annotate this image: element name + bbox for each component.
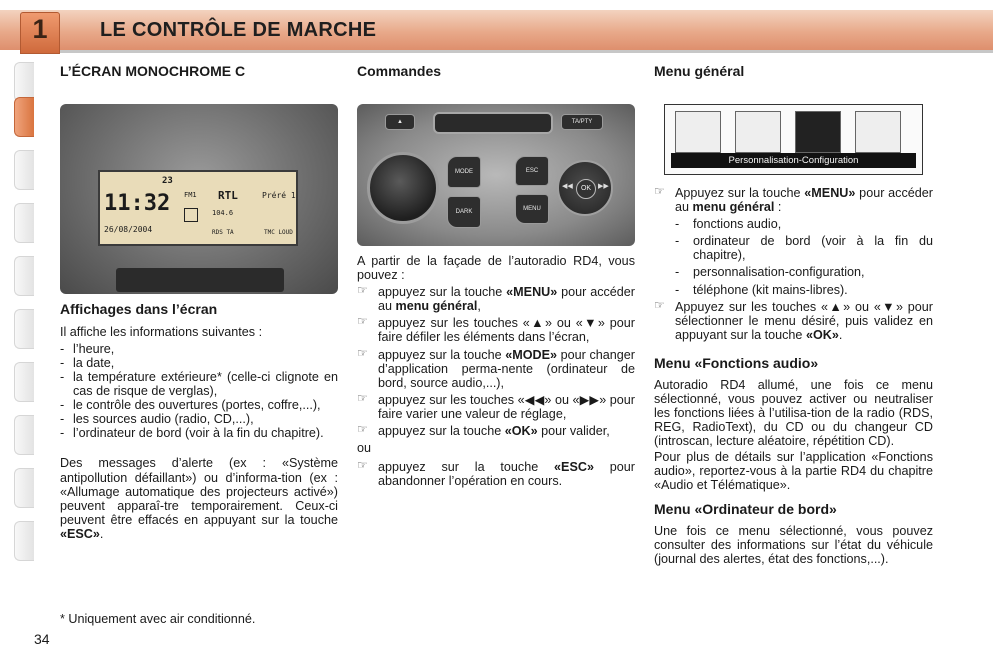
phone-icon xyxy=(855,111,901,153)
list-item: - la température extérieure* (celle-ci clignote en cas de risque de verglas), xyxy=(60,370,338,398)
page-title: LE CONTRÔLE DE MARCHE xyxy=(100,19,377,41)
prev-icon: ◀◀ xyxy=(562,183,573,190)
column-screen-text xyxy=(60,302,338,541)
item-text: appuyez sur les touches «◀◀» ou «▶▶» pour faire varier une valeur de réglage, xyxy=(378,392,635,421)
list-item: - téléphone (kit mains-libres). xyxy=(675,283,933,297)
alert-text: Des messages d’alerte (ex : «Système antipollution défaillant») ou d’informa-tion (ex : «Allumage automatique des projecteurs activé») peuvent apparaî-tre temporairement. Ceux-ci peuvent être effacés en appuyant sur la touche xyxy=(60,456,338,527)
menu-sublist xyxy=(654,217,933,296)
computer-icon xyxy=(735,111,781,153)
audio-icon xyxy=(675,111,721,153)
volume-knob xyxy=(367,152,439,224)
page-number: 34 xyxy=(34,631,50,647)
item-text: appuyez sur la touche xyxy=(378,424,505,439)
list-item xyxy=(654,186,933,214)
item-text: appuyez sur la touche xyxy=(378,347,506,362)
subtitle-obc: Menu «Ordinateur de bord» xyxy=(654,501,837,518)
lcd-frequency: 104.6 xyxy=(212,209,234,217)
list-item: - les sources audio (radio, CD,...), xyxy=(60,412,338,426)
item-text: , xyxy=(477,299,481,314)
list-item: - fonctions audio, xyxy=(675,217,933,231)
lcd-temperature: 23 xyxy=(162,176,173,186)
controls-intro: A partir de la façade de l’autoradio RD4, vous pouvez : xyxy=(357,254,635,283)
item-text: . xyxy=(838,327,843,342)
list-item xyxy=(357,285,635,313)
item-key: «OK» xyxy=(805,327,839,342)
lcd-date: 26/08/2004 xyxy=(104,225,153,234)
menu-screen-photo xyxy=(664,104,923,175)
menu-list xyxy=(654,186,933,214)
menu-bar: Personnalisation-Configuration xyxy=(671,153,916,168)
or-text: ou xyxy=(357,441,372,456)
side-tab[interactable] xyxy=(14,256,34,296)
door-icon xyxy=(184,208,198,222)
column-menu-text xyxy=(654,186,933,566)
settings-icon xyxy=(795,111,841,153)
menu-list-2 xyxy=(654,300,933,342)
lcd-tmc: TMC LOUD xyxy=(264,229,293,236)
item-key: menu général xyxy=(395,299,478,314)
item-key: «ESC» xyxy=(554,460,594,475)
list-item: - l’ordinateur de bord (voir à la fin du chapitre). xyxy=(60,426,338,440)
displays-list xyxy=(60,342,338,441)
side-tab[interactable] xyxy=(14,150,34,190)
lcd-band: FM1 xyxy=(184,191,197,199)
radio-front-photo xyxy=(357,104,635,246)
lcd-preset: Préré 1 xyxy=(262,191,296,200)
side-tab[interactable] xyxy=(14,415,34,455)
side-tab[interactable] xyxy=(14,468,34,508)
alert-paragraph xyxy=(60,456,338,541)
column-controls xyxy=(357,64,635,86)
ok-pad xyxy=(557,160,613,216)
list-item xyxy=(357,316,635,344)
item-text: Appuyez sur les touches «▲» ou «▼» pour sélectionner le menu désiré, puis validez en appuyant sur la touche xyxy=(675,299,933,342)
item-key: «OK» xyxy=(504,424,538,439)
controls-list-last xyxy=(357,460,635,488)
chapter-number: 1 xyxy=(32,14,48,44)
item-key: menu général xyxy=(692,200,775,215)
list-item: - la date, xyxy=(60,356,338,370)
item-text: appuyez sur les touches «▲» ou «▼» pour faire défiler les éléments dans l’écran, xyxy=(378,316,635,345)
audio-paragraph-2: Pour plus de détails sur l’application «Fonctions audio», reportez-vous à la partie RD4 du chapitre «Audio et Télématique». xyxy=(654,450,933,493)
item-text: appuyez sur la touche xyxy=(378,460,555,475)
item-key: «MODE» xyxy=(505,347,558,362)
side-tab-active[interactable] xyxy=(14,97,34,137)
item-text: pour abandonner l’opération en cours. xyxy=(378,460,635,489)
eject-button: ▲ xyxy=(385,114,415,130)
list-item: - l’heure, xyxy=(60,342,338,356)
side-tab[interactable] xyxy=(14,521,34,561)
list-item: - le contrôle des ouvertures (portes, coffre,...), xyxy=(60,398,338,412)
list-item: - ordinateur de bord (voir à la fin du chapitre), xyxy=(675,234,933,262)
list-item xyxy=(357,348,635,390)
side-tab[interactable] xyxy=(14,309,34,349)
side-tab[interactable] xyxy=(14,62,34,102)
header-divider xyxy=(56,50,993,53)
subtitle-audio: Menu «Fonctions audio» xyxy=(654,354,819,371)
menu-button: MENU xyxy=(515,194,549,224)
alert-end: . xyxy=(99,526,104,541)
item-text: pour accéder au xyxy=(675,186,933,215)
item-text: pour changer d’application perma-nente (ordinateur de bord, source audio,...), xyxy=(378,347,636,390)
side-tab[interactable] xyxy=(14,203,34,243)
column-screen xyxy=(60,64,338,86)
side-tab[interactable] xyxy=(14,362,34,402)
lcd-screen xyxy=(98,170,298,246)
lcd-vents xyxy=(116,268,284,292)
lcd-display-photo xyxy=(60,104,338,294)
column-menu xyxy=(654,64,933,86)
obc-paragraph: Une fois ce menu sélectionné, vous pouvez consulter des informations sur l’état du véhicule (journal des alertes, état des fonctions,...). xyxy=(654,524,933,567)
side-index-tabs xyxy=(0,62,36,592)
item-text: : xyxy=(774,200,782,215)
list-item xyxy=(357,424,635,438)
cd-slot xyxy=(433,112,553,134)
list-item xyxy=(357,393,635,421)
lcd-rds: RDS TA xyxy=(212,229,234,236)
footnote xyxy=(60,612,338,626)
subtitle-displays: Affichages dans l’écran xyxy=(60,301,218,317)
section-title-controls: Commandes xyxy=(357,63,442,79)
list-item xyxy=(654,300,933,342)
mode-button: MODE xyxy=(447,156,481,188)
section-title-menu: Menu général xyxy=(654,63,745,79)
item-key: «MENU» xyxy=(506,285,558,300)
item-text: pour valider, xyxy=(537,424,610,439)
footnote-text: * Uniquement avec air conditionné. xyxy=(60,612,256,626)
section-title-screen: L’ÉCRAN MONOCHROME C xyxy=(60,63,246,79)
audio-paragraph-1: Autoradio RD4 allumé, une fois ce menu sélectionné, vous pouvez activer ou neutraliser les fonctions liées à l’utilisa-tion de la radio (RDS, REG, RadioText), du CD ou du changeur CD (introscan, lecture aléatoire, répétition CD). xyxy=(654,377,933,448)
menu-icons xyxy=(675,111,915,153)
ok-button: OK xyxy=(576,179,596,199)
item-text: Appuyez sur la touche xyxy=(675,186,805,200)
item-text: pour accéder au xyxy=(378,285,635,314)
controls-list xyxy=(357,285,635,438)
displays-intro: Il affiche les informations suivantes : xyxy=(60,324,263,339)
item-key: «MENU» xyxy=(804,186,856,200)
item-text: appuyez sur la touche xyxy=(378,285,507,300)
list-item xyxy=(357,460,635,488)
lcd-station: RTL xyxy=(218,189,238,202)
lcd-time: 11:32 xyxy=(104,191,171,216)
list-item: - personnalisation-configuration, xyxy=(675,265,933,279)
next-icon: ▶▶ xyxy=(598,183,609,190)
column-controls-text xyxy=(357,254,635,491)
dark-button: DARK xyxy=(447,196,481,228)
alert-key: «ESC» xyxy=(60,526,100,541)
esc-button: ESC xyxy=(515,156,549,186)
ta-pty-button: TA/PTY xyxy=(561,114,603,130)
